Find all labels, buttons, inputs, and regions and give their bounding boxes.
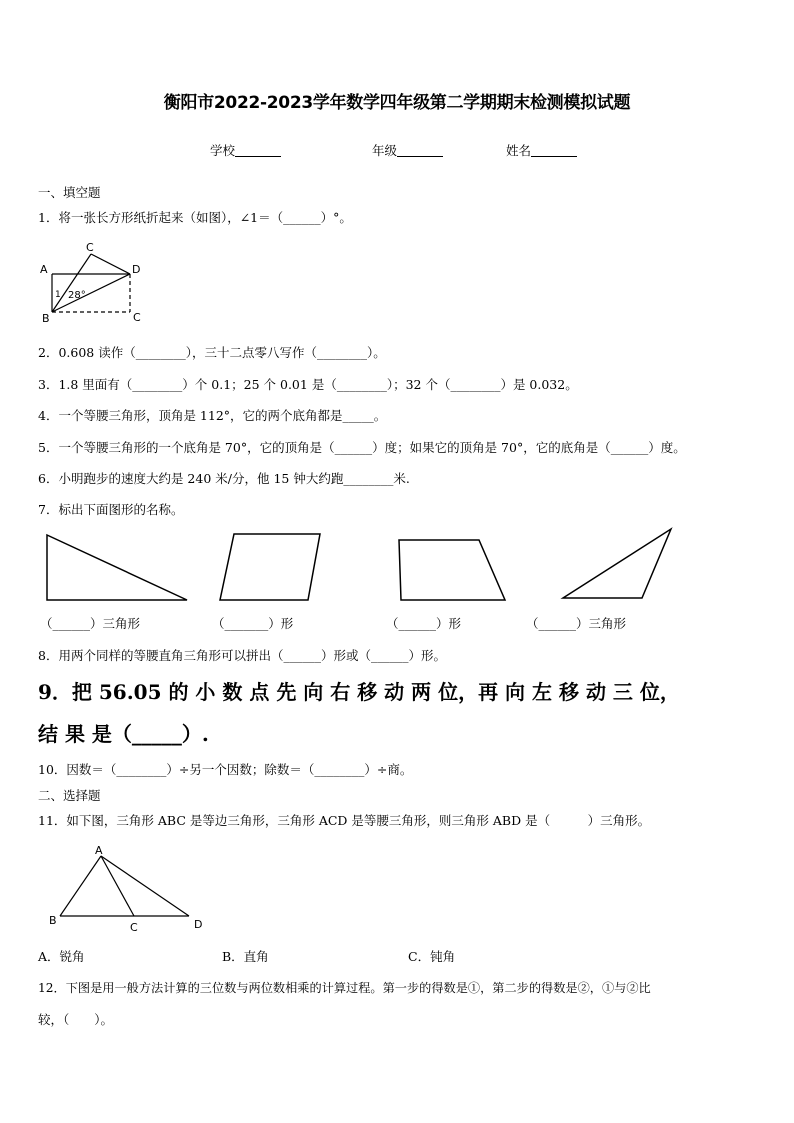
question-12-line-1: 12．下图是用一般方法计算的三位数与两位数相乘的计算过程。第一步的得数是①，第二步的得数是②，①与②比 — [38, 981, 651, 995]
page-title: 衡阳市2022-2023学年数学四年级第二学期期末检测模拟试题 — [163, 93, 631, 113]
name-field — [506, 141, 577, 159]
q1-angle-28-label: 28° — [68, 290, 86, 301]
q1-label-a: A — [40, 263, 48, 276]
q11-option-b: B．直角 — [222, 949, 269, 964]
q1-label-d: D — [132, 263, 141, 276]
grade-label: 年级 — [372, 143, 398, 158]
q1-label-c-top: C — [86, 241, 94, 254]
name-blank — [531, 144, 577, 157]
section-fill-in: 一、填空题 — [38, 185, 101, 200]
q1-label-c-bottom: C — [133, 311, 141, 324]
q7-caption-3: （______）形 — [386, 616, 462, 631]
question-9-line-1: 9．把 56.05 的 小 数 点 先 向 右 移 动 两 位，再 向 左 移 动 三 位， — [38, 680, 680, 704]
question-9-line-2: 结 果 是（_____）. — [38, 722, 209, 746]
question-6: 6．小明跑步的速度大约是 240 米/分，他 15 钟大约跑________米. — [38, 471, 410, 486]
q11-option-c: C．钝角 — [408, 949, 456, 964]
q11-label-a: A — [95, 844, 103, 857]
grade-field — [372, 141, 443, 159]
name-label: 姓名 — [506, 143, 532, 158]
section-multiple-choice: 二、选择题 — [38, 788, 101, 803]
q11-triangle-figure — [44, 842, 214, 934]
question-2: 2．0.608 读作（________），三十二点零八写作（________）。 — [38, 345, 386, 360]
q7-caption-4: （______）三角形 — [526, 616, 627, 631]
q1-angle-1-label: 1 — [55, 290, 61, 300]
question-7: 7．标出下面图形的名称。 — [38, 502, 184, 517]
right-triangle-shape — [47, 535, 187, 600]
q11-label-d: D — [194, 918, 203, 931]
q11-label-c: C — [130, 921, 138, 934]
obtuse-triangle-shape — [563, 529, 671, 598]
parallelogram-shape — [220, 534, 320, 600]
q1-label-b: B — [42, 312, 50, 325]
q7-shapes-figure — [40, 526, 690, 606]
school-label: 学校 — [210, 143, 236, 158]
question-5: 5．一个等腰三角形的一个底角是 70°，它的顶角是（______）度；如果它的顶角是 70°，它的底角是（______）度。 — [38, 440, 686, 455]
school-field — [210, 141, 281, 159]
question-1: 1．将一张长方形纸折起来（如图），∠1＝（______）°。 — [38, 210, 352, 225]
grade-blank — [397, 144, 443, 157]
trapezoid-shape — [399, 540, 505, 600]
question-8: 8．用两个同样的等腰直角三角形可以拼出（______）形或（______）形。 — [38, 648, 446, 663]
question-11: 11．如下图，三角形 ABC 是等边三角形，三角形 ACD 是等腰三角形，则三角形 ABD 是（ ）三角形。 — [38, 813, 651, 828]
q1-folded-paper-figure — [36, 240, 146, 326]
q11-label-b: B — [49, 914, 57, 927]
q7-caption-2: （_______）形 — [212, 616, 294, 631]
question-3: 3．1.8 里面有（________）个 0.1；25 个 0.01 是（________）；32 个（________）是 0.032。 — [38, 377, 578, 392]
question-12-line-2: 较，（ ）。 — [38, 1012, 114, 1027]
school-blank — [235, 144, 281, 157]
question-4: 4．一个等腰三角形，顶角是 112°，它的两个底角都是_____。 — [38, 408, 387, 423]
q7-caption-1: （______）三角形 — [40, 616, 141, 631]
q11-option-a: A．锐角 — [38, 949, 85, 964]
question-10: 10．因数＝（________）÷另一个因数；除数＝（________）÷商。 — [38, 762, 413, 777]
